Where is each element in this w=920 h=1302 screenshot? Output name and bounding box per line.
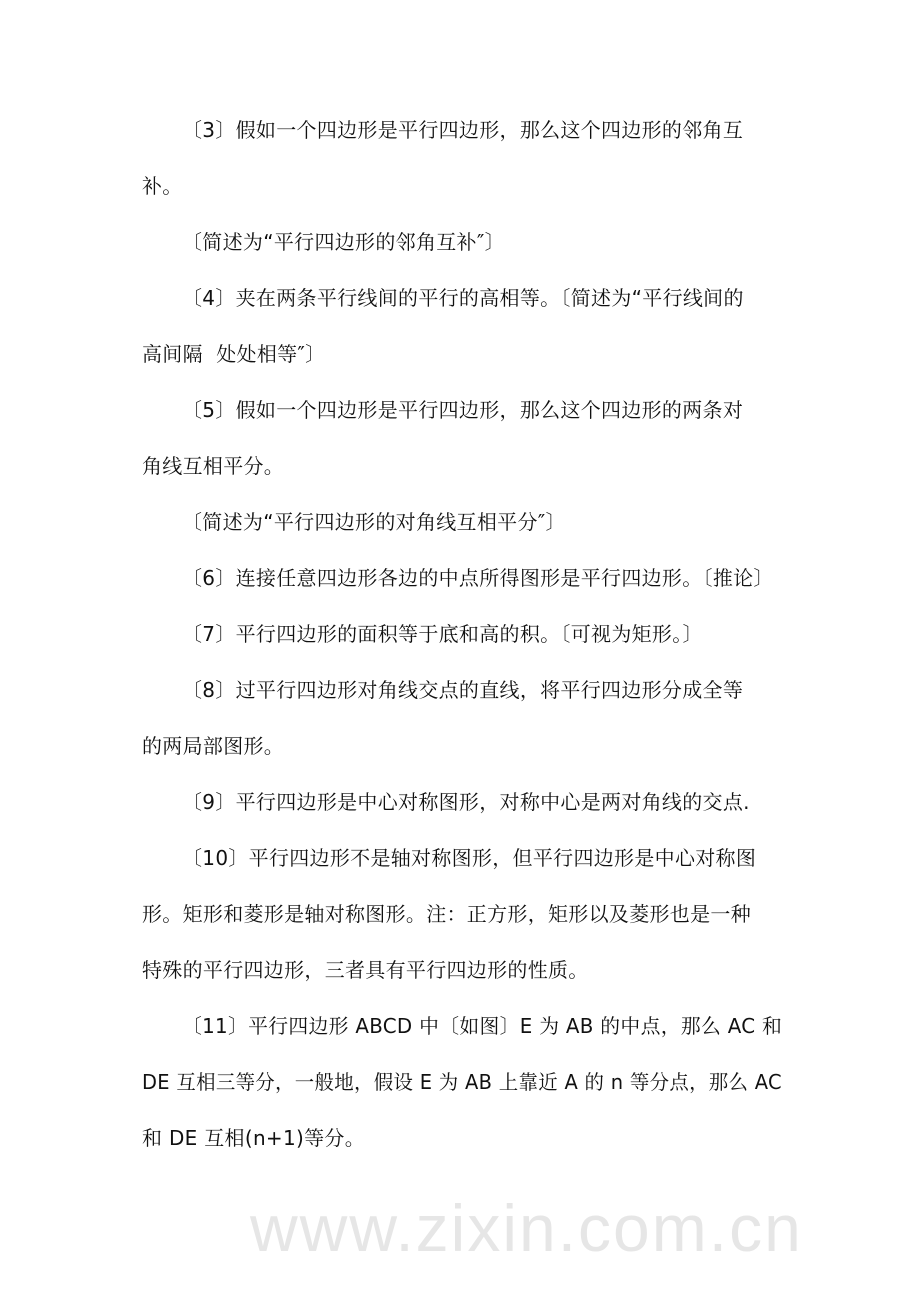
text-line: 〔10〕平行四边形不是轴对称图形，但平行四边形是中心对称图 — [182, 846, 757, 870]
text-line: 〔6〕连接任意四边形各边的中点所得图形是平行四边形。〔推论〕 — [182, 566, 774, 590]
text-line: 〔7〕平行四边形的面积等于底和高的积。〔可视为矩形。〕 — [182, 622, 703, 646]
text-line: 的两局部图形。 — [142, 734, 285, 758]
text-line: 〔4〕夹在两条平行线间的平行的高相等。〔简述为“平行线间的 — [182, 286, 744, 310]
text-line: 角线互相平分。 — [142, 454, 285, 478]
text-line: 高间隔 处处相等″〕 — [142, 342, 326, 366]
text-line: 〔3〕假如一个四边形是平行四边形，那么这个四边形的邻角互 — [182, 118, 744, 142]
text-line: 〔8〕过平行四边形对角线交点的直线，将平行四边形分成全等 — [182, 678, 744, 702]
text-line: 特殊的平行四边形，三者具有平行四边形的性质。 — [142, 958, 589, 982]
text-line: 形。矩形和菱形是轴对称图形。注：正方形，矩形以及菱形也是一种 — [142, 902, 751, 926]
text-line: DE 互相三等分，一般地，假设 E 为 AB 上靠近 A 的 n 等分点，那么 AC — [142, 1070, 782, 1094]
text-line: 〔11〕平行四边形 ABCD 中〔如图〕E 为 AB 的中点，那么 AC 和 — [182, 1014, 783, 1038]
text-line: 〔简述为“平行四边形的邻角互补″〕 — [182, 230, 505, 254]
text-line: 〔5〕假如一个四边形是平行四边形，那么这个四边形的两条对 — [182, 398, 744, 422]
text-line: 补。 — [142, 174, 183, 198]
text-line: 〔9〕平行四边形是中心对称图形，对称中心是两对角线的交点. — [182, 790, 750, 814]
text-line: 和 DE 互相(n+1)等分。 — [142, 1126, 366, 1150]
watermark: www.zixin.com.cn — [250, 1191, 803, 1265]
text-line: 〔简述为“平行四边形的对角线互相平分″〕 — [182, 510, 566, 534]
